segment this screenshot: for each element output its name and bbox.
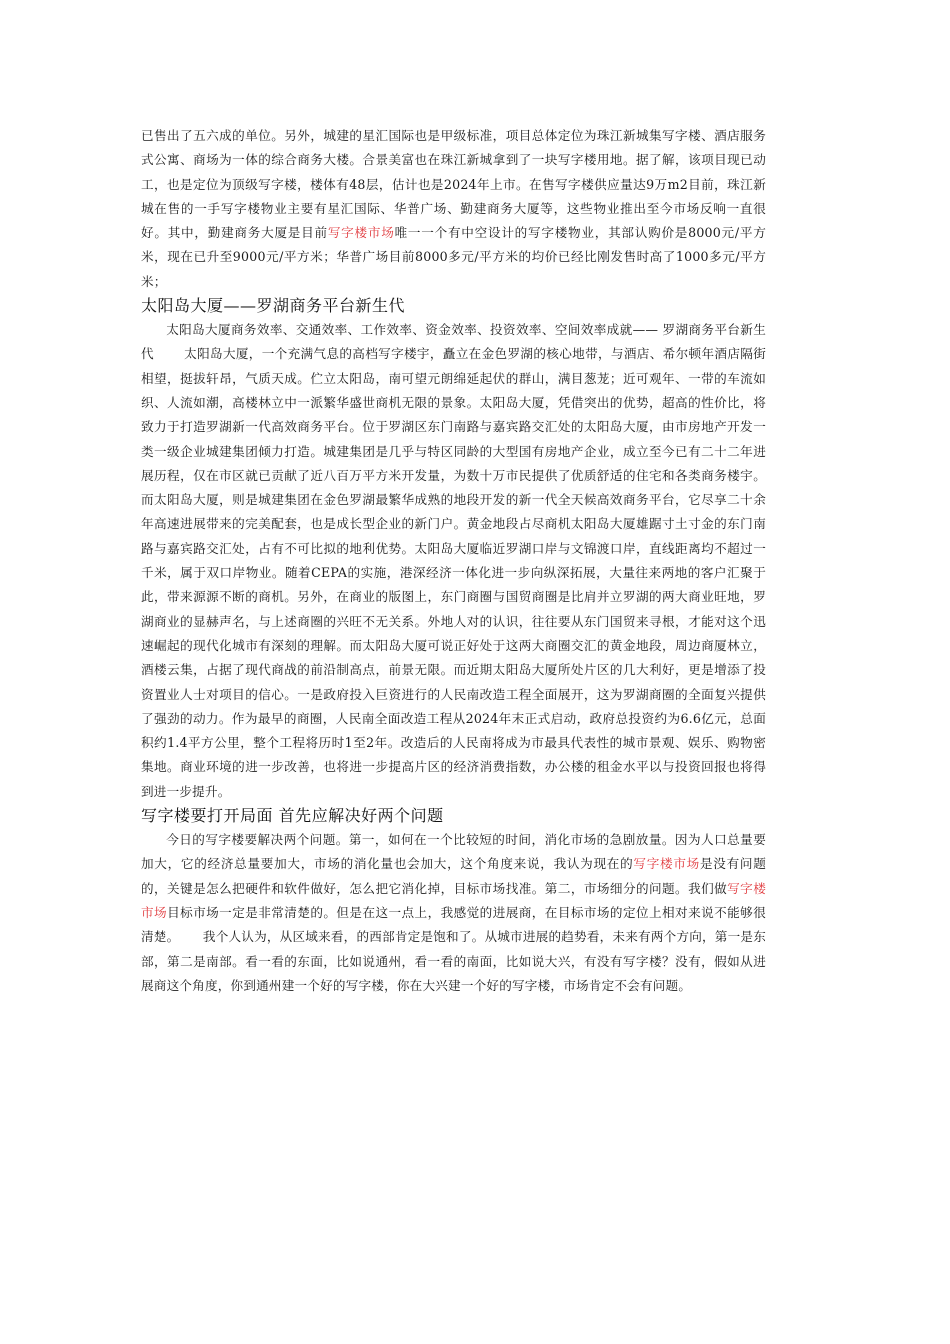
- section-title-sun-island: 太阳岛大厦——罗湖商务平台新生代: [141, 296, 406, 316]
- document-page: [141, 124, 766, 998]
- office-market-link[interactable]: 写字楼市场: [633, 856, 700, 872]
- paragraph-two-problems: [141, 828, 766, 998]
- paragraph-office-market-guangzhou: [141, 124, 766, 294]
- paragraph-text: 今日的写字楼要解决两个问题。第一，如何在一个比较短的时间，消化市场的急剧放量。因为人口总量要加大，它的经济总量要加大，市场的消化量也会加大，这个角度来说，我认为现在的: [141, 832, 766, 872]
- section-title-two-problems: 写字楼要打开局面 首先应解决好两个问题: [141, 806, 444, 826]
- paragraph-text: 是没有问题的，关键是怎么把硬件和软件做好，怎么把它消化掉，目标市场找准。第二，市场细分的问题。我们做: [141, 856, 766, 896]
- paragraph-sun-island: 太阳岛大厦商务效率、交通效率、工作效率、资金效率、投资效率、空间效率成就—— 罗湖商务平台新生代 太阳岛大厦，一个充满气息的高档写字楼宇，矗立在金色罗湖的核心地带，与酒店、希尔顿年酒店隔街相望，挺拔轩昂，气质天成。伫立太阳岛，南可望元朗绵延起伏的群山，满目葱茏；近可观年、一带的车流如织、人流如潮，高楼林立中一派繁华盛世商机无限的景象。太阳岛大厦，凭借突出的优势，超高的性价比，将致力于打造罗湖新一代高效商务平台。位于罗湖区东门南路与嘉宾路交汇处的太阳岛大厦，由市房地产开发一类一级企业城建集团倾力打造。城建集团是几乎与特区同龄的大型国有房地产企业，成立至今已有二十二年进展历程，仅在市区就已贡献了近八百万平方米开发量，为数十万市民提供了优质舒适的住宅和各类商务楼宇。而太阳岛大厦，则是城建集团在金色罗湖最繁华成熟的地段开发的新一代全天候高效商务平台，它尽享二十余年高速进展带来的完美配套，也是成长型企业的新门户。黄金地段占尽商机太阳岛大厦雄踞寸土寸金的东门南路与嘉宾路交汇处，占有不可比拟的地利优势。太阳岛大厦临近罗湖口岸与文锦渡口岸，直线距离均不超过一千米，属于双口岸物业。随着CEPA的实施，港深经济一体化进一步向纵深拓展，大量往来两地的客户汇聚于此，带来源源不断的商机。另外，在商业的版图上，东门商圈与国贸商圈是比肩并立罗湖的两大商业旺地，罗湖商业的显赫声名，与上述商圈的兴旺不无关系。外地人对的认识，往往要从东门国贸来寻根，才能对这个迅速崛起的现代化城市有深刻的理解。而太阳岛大厦可说正好处于这两大商圈交汇的黄金地段，周边商厦林立，酒楼云集，占据了现代商战的前沿制高点，前景无限。而近期太阳岛大厦所处片区的几大利好，更是增添了投资置业人士对项目的信心。一是政府投入巨资进行的人民南改造工程全面展开，这为罗湖商圈的全面复兴提供了强劲的动力。作为最早的商圈，人民南全面改造工程从2024年末正式启动，政府总投资约为6.6亿元，总面积约1.4平方公里，整个工程将历时1至2年。改造后的人民南将成为市最具代表性的城市景观、娱乐、购物密集地。商业环境的进一步改善，也将进一步提高片区的经济消费指数，办公楼的租金水平以与投资回报也将得到进一步提升。: [141, 322, 766, 799]
- paragraph-text: 目标市场一定是非常清楚的。但是在这一点上，我感觉的进展商，在目标市场的定位上相对来说不能够很清楚。 我个人认为，从区域来看，的西部肯定是饱和了。从城市进展的趋势看，未来有两个方向，第一是东部，第二是南部。看一看的东面，比如说通州，看一看的南面，比如说大兴，有没有写字楼？没有，假如从进展商这个角度，你到通州建一个好的写字楼，你在大兴建一个好的写字楼，市场肯定不会有问题。: [141, 904, 767, 993]
- office-market-link[interactable]: 写字楼市场: [141, 880, 767, 920]
- office-market-link[interactable]: 写字楼市场: [327, 225, 395, 241]
- paragraph-text: 已售出了五六成的单位。另外，城建的星汇国际也是甲级标准，项目总体定位为珠江新城集写字楼、酒店服务式公寓、商场为一体的综合商务大楼。合景美富也在珠江新城拿到了一块写字楼用地。据了解，该项目现已动工，也是定位为顶级写字楼，楼体有48层，估计也是2024年上市。在售写字楼供应量达9万m2目前，珠江新城在售的一手写字楼物业主要有星汇国际、华普广场、勤建商务大厦等，这些物业推出至今市场反响一直很好。其中，勤建商务大厦是目前: [141, 128, 766, 241]
- paragraph-text: 唯一一个有中空设计的写字楼物业，其部认购价是8000元/平方米，现在已升至9000元/平方米；华普广场目前8000多元/平方米的均价已经比刚发售时高了1000多元/平方米；: [141, 225, 767, 289]
